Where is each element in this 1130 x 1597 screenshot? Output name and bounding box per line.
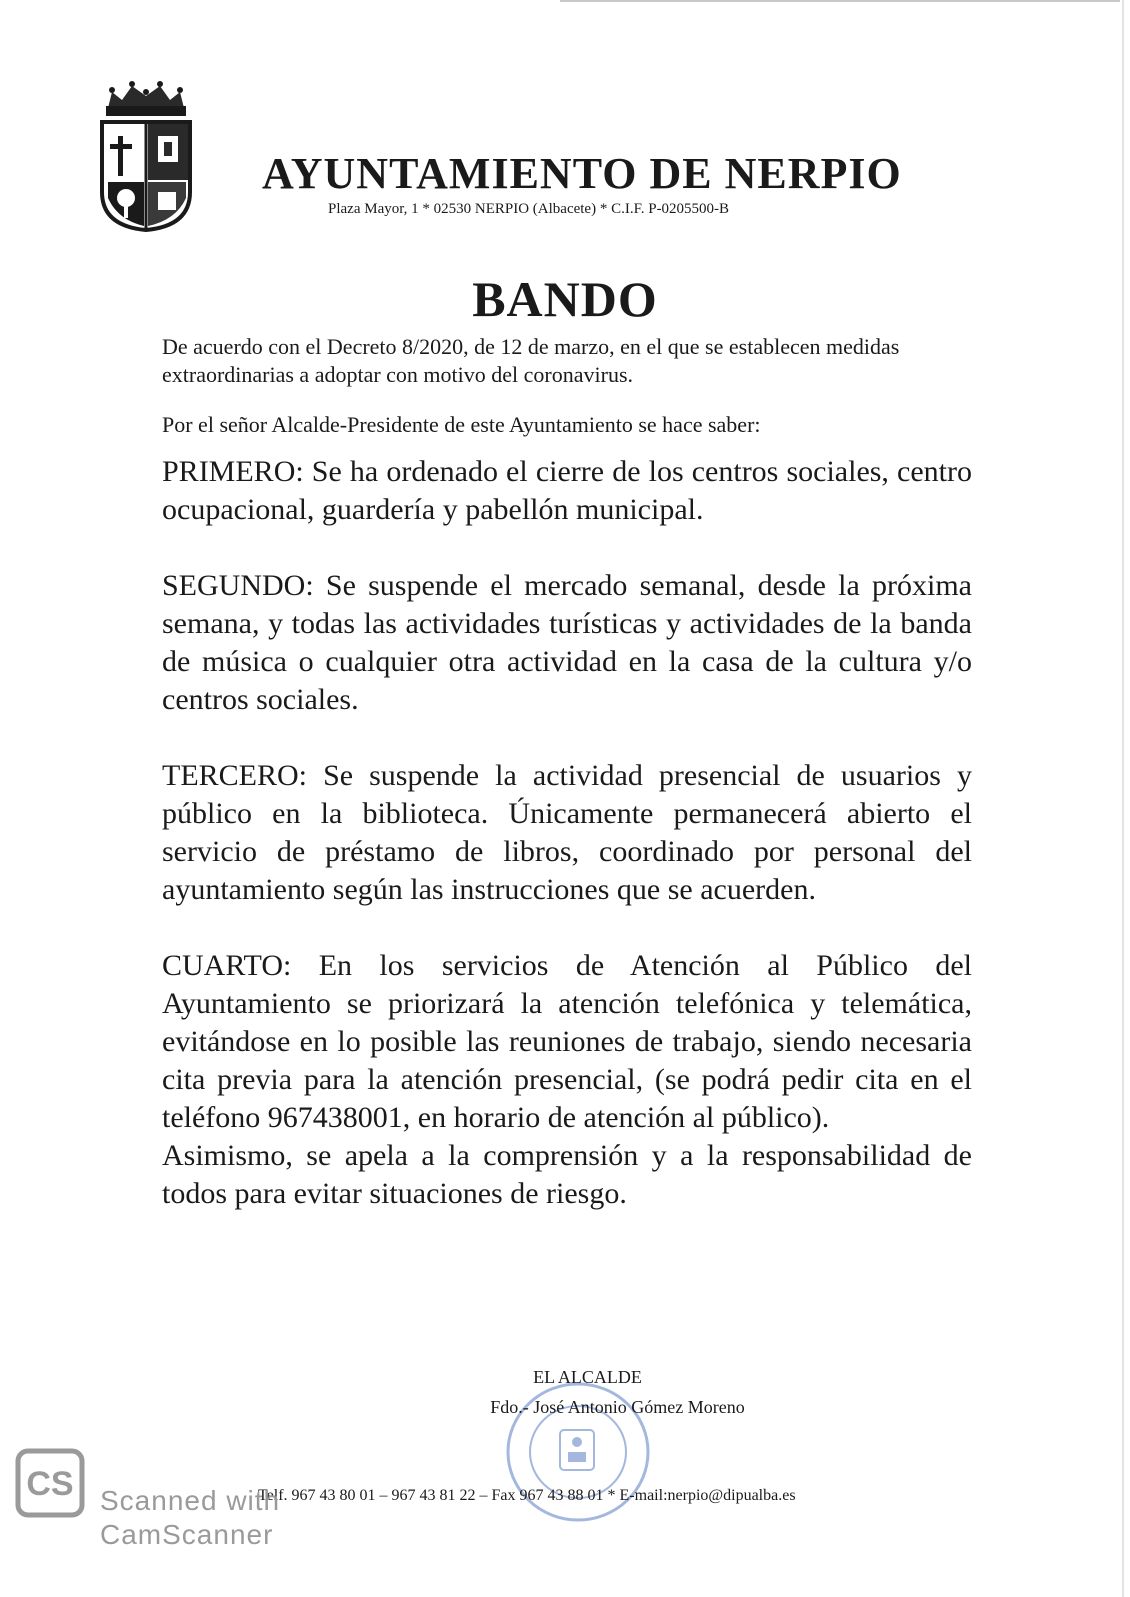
document-title: BANDO	[472, 271, 658, 327]
scan-edge-top	[560, 0, 1120, 2]
camscanner-logo-text: CS	[26, 1465, 74, 1503]
organization-address: Plaza Mayor, 1 * 02530 NERPIO (Albacete) * C.I.F. P-0205500-B	[328, 201, 730, 217]
organization-name: AYUNTAMIENTO DE NERPIO	[262, 149, 902, 198]
measure-item: SEGUNDO: Se suspende el mercado semanal, desde la próxima semana, y todas las actividades turísticas y actividades de la banda de música o cualquier otra actividad en la casa de la cultura y/o centros sociales.	[162, 569, 972, 716]
scanner-watermark	[100, 1484, 280, 1552]
intro-section	[162, 333, 972, 439]
watermark-line-2: CamScanner	[100, 1519, 274, 1550]
measure-item: PRIMERO: Se ha ordenado el cierre de los centros sociales, centro ocupacional, guardería y pabellón municipal.	[162, 455, 972, 526]
signature-role: EL ALCALDE	[533, 1367, 642, 1387]
coat-of-arms-icon	[98, 80, 194, 232]
scan-edge-right	[1122, 0, 1124, 1597]
camscanner-logo-icon	[15, 1448, 85, 1518]
signature-name: Fdo.- José Antonio Gómez Moreno	[490, 1397, 745, 1417]
measure-item: TERCERO: Se suspende la actividad presencial de usuarios y público en la biblioteca. Únicamente permanecerá abierto el servicio de préstamo de libros, coordinado por personal del ayuntamiento según las instrucciones que se acuerden.	[162, 759, 972, 906]
decree-reference: De acuerdo con el Decreto 8/2020, de 12 de marzo, en el que se establecen medidas extraordinarias a adoptar con motivo del coronavirus.	[162, 334, 900, 387]
measure-item: CUARTO: En los servicios de Atención al Público del Ayuntamiento se priorizará la atención telefónica y telemática, evitándose en lo posible las reuniones de trabajo, siendo necesaria cita previa para la atención presencial, (se podrá pedir cita en el teléfono 967438001, en horario de atención al público).	[162, 949, 972, 1134]
closing-paragraph: Asimismo, se apela a la comprensión y a la responsabilidad de todos para evitar situaciones de riesgo.	[162, 1139, 972, 1210]
proclamation-line: Por el señor Alcalde-Presidente de este Ayuntamiento se hace saber:	[162, 412, 761, 437]
measures-list	[162, 453, 972, 1213]
signature-block	[0, 1362, 1130, 1422]
contact-footer: Telf. 967 43 80 01 – 967 43 81 22 – Fax 967 43 88 01 * E-mail:nerpio@dipualba.es	[258, 1487, 796, 1504]
watermark-line-1: Scanned with	[100, 1485, 281, 1516]
